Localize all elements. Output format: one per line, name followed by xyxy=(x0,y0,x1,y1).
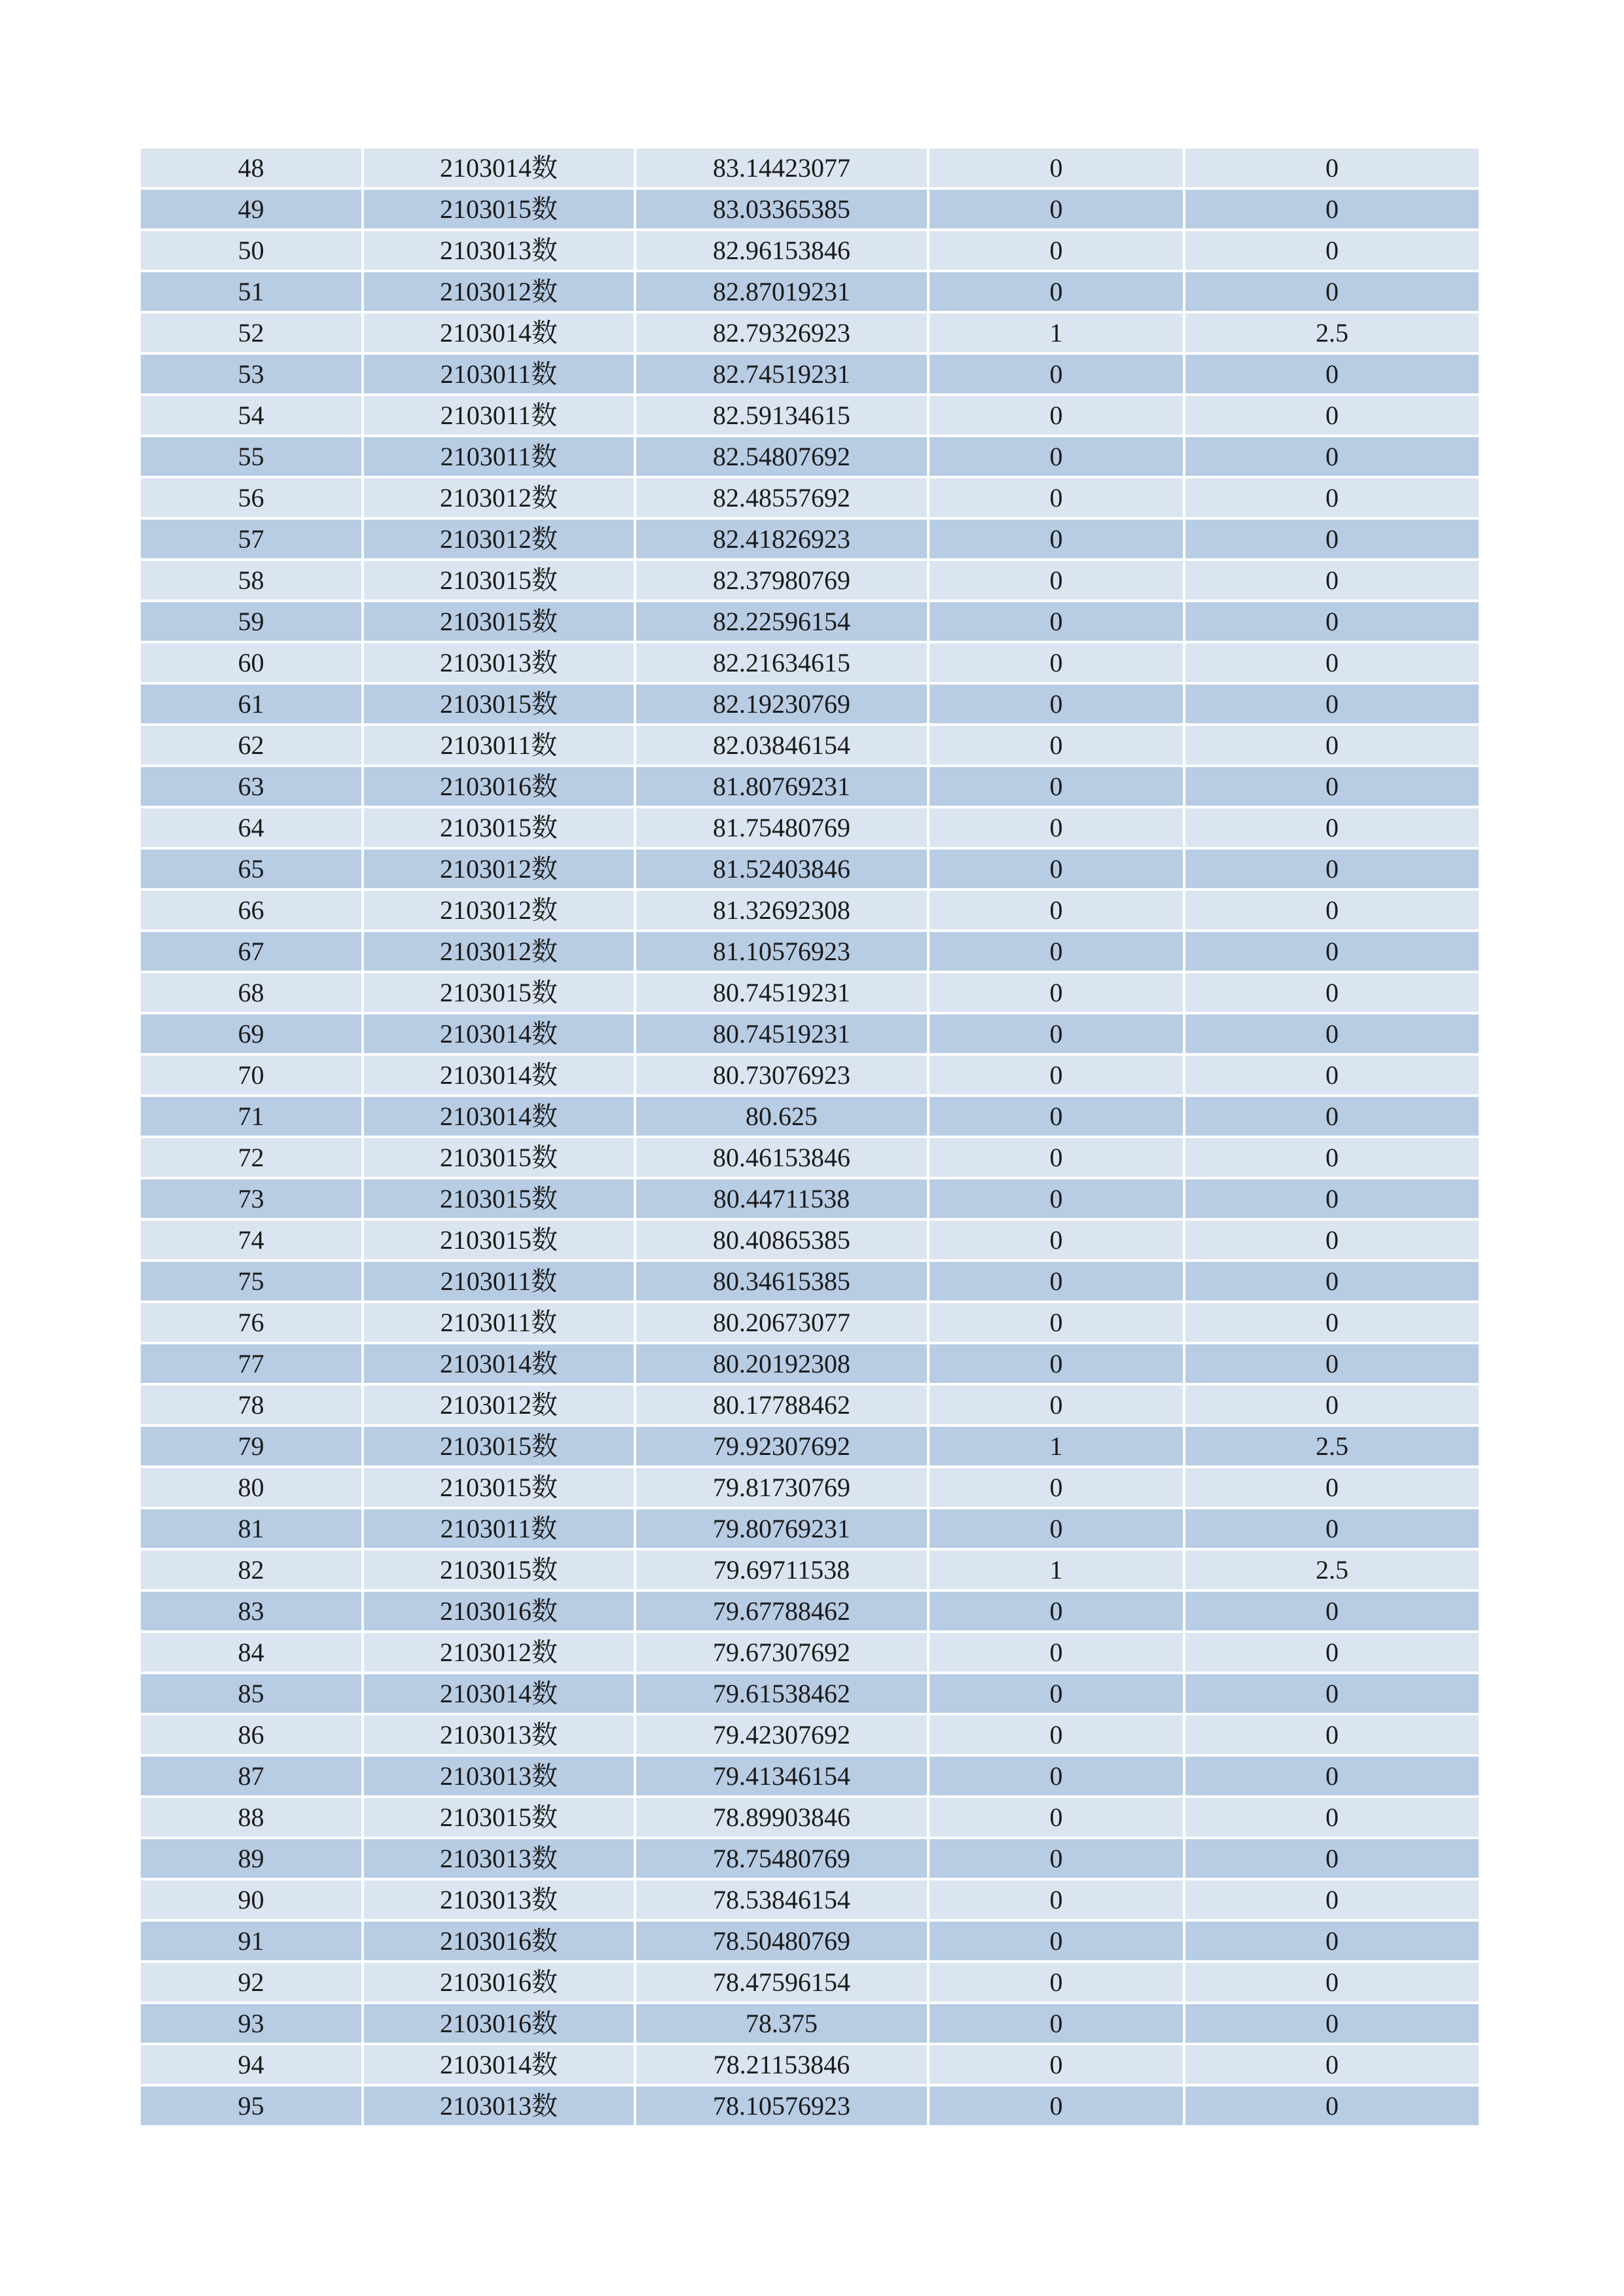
count-cell: 0 xyxy=(929,808,1183,847)
count-cell: 0 xyxy=(929,1097,1183,1136)
count-cell: 0 xyxy=(929,643,1183,682)
points-cell: 0 xyxy=(1185,2004,1479,2043)
rank-cell: 60 xyxy=(141,643,361,682)
score-cell: 82.74519231 xyxy=(636,355,927,393)
table-row xyxy=(141,850,1479,888)
rank-cell: 77 xyxy=(141,1344,361,1383)
points-cell: 0 xyxy=(1185,726,1479,764)
rank-cell: 93 xyxy=(141,2004,361,2043)
count-cell: 0 xyxy=(929,1839,1183,1878)
table-row xyxy=(141,1963,1479,2001)
points-cell: 0 xyxy=(1185,1963,1479,2001)
class-cell: 2103014数 xyxy=(364,1014,634,1053)
rank-cell: 59 xyxy=(141,602,361,641)
points-cell: 0 xyxy=(1185,1179,1479,1218)
score-cell: 78.10576923 xyxy=(636,2087,927,2125)
table-row xyxy=(141,1386,1479,1424)
table-row xyxy=(141,1715,1479,1754)
class-cell: 2103012数 xyxy=(364,850,634,888)
count-cell: 0 xyxy=(929,1344,1183,1383)
class-cell: 2103014数 xyxy=(364,1097,634,1136)
table-row xyxy=(141,1839,1479,1878)
rank-cell: 84 xyxy=(141,1633,361,1672)
rank-cell: 64 xyxy=(141,808,361,847)
table-row xyxy=(141,1922,1479,1960)
score-cell: 78.375 xyxy=(636,2004,927,2043)
class-cell: 2103016数 xyxy=(364,1922,634,1960)
score-cell: 80.625 xyxy=(636,1097,927,1136)
table-row xyxy=(141,1798,1479,1837)
rank-cell: 58 xyxy=(141,561,361,600)
score-cell: 78.53846154 xyxy=(636,1880,927,1919)
class-cell: 2103015数 xyxy=(364,1798,634,1837)
points-cell: 0 xyxy=(1185,1303,1479,1342)
table-row xyxy=(141,1014,1479,1053)
score-cell: 81.52403846 xyxy=(636,850,927,888)
rank-cell: 85 xyxy=(141,1674,361,1713)
points-cell: 0 xyxy=(1185,932,1479,971)
count-cell: 0 xyxy=(929,767,1183,806)
count-cell: 0 xyxy=(929,1056,1183,1094)
class-cell: 2103012数 xyxy=(364,272,634,311)
rank-cell: 88 xyxy=(141,1798,361,1837)
score-cell: 78.21153846 xyxy=(636,2045,927,2084)
points-cell: 0 xyxy=(1185,1880,1479,1919)
points-cell: 0 xyxy=(1185,437,1479,476)
points-cell: 0 xyxy=(1185,355,1479,393)
count-cell: 0 xyxy=(929,1880,1183,1919)
score-cell: 79.69711538 xyxy=(636,1551,927,1589)
table-row xyxy=(141,767,1479,806)
score-cell: 80.44711538 xyxy=(636,1179,927,1218)
table-row xyxy=(141,1303,1479,1342)
score-cell: 82.19230769 xyxy=(636,685,927,723)
points-cell: 0 xyxy=(1185,1138,1479,1177)
points-cell: 0 xyxy=(1185,1221,1479,1259)
score-cell: 81.75480769 xyxy=(636,808,927,847)
score-cell: 78.47596154 xyxy=(636,1963,927,2001)
count-cell: 0 xyxy=(929,1592,1183,1630)
count-cell: 0 xyxy=(929,1262,1183,1300)
rank-cell: 82 xyxy=(141,1551,361,1589)
table-row xyxy=(141,437,1479,476)
score-cell: 82.03846154 xyxy=(636,726,927,764)
class-cell: 2103015数 xyxy=(364,808,634,847)
score-cell: 82.21634615 xyxy=(636,643,927,682)
table-row xyxy=(141,1757,1479,1795)
points-cell: 2.5 xyxy=(1185,1551,1479,1589)
class-cell: 2103013数 xyxy=(364,231,634,270)
rank-cell: 63 xyxy=(141,767,361,806)
table-row xyxy=(141,272,1479,311)
rank-cell: 65 xyxy=(141,850,361,888)
score-cell: 78.89903846 xyxy=(636,1798,927,1837)
score-cell: 79.92307692 xyxy=(636,1427,927,1465)
rank-cell: 53 xyxy=(141,355,361,393)
count-cell: 0 xyxy=(929,1757,1183,1795)
points-cell: 0 xyxy=(1185,1014,1479,1053)
score-cell: 82.54807692 xyxy=(636,437,927,476)
points-cell: 0 xyxy=(1185,1097,1479,1136)
count-cell: 0 xyxy=(929,2045,1183,2084)
points-cell: 0 xyxy=(1185,231,1479,270)
score-cell: 80.20673077 xyxy=(636,1303,927,1342)
class-cell: 2103014数 xyxy=(364,1674,634,1713)
rank-cell: 55 xyxy=(141,437,361,476)
count-cell: 0 xyxy=(929,149,1183,187)
rank-cell: 61 xyxy=(141,685,361,723)
score-cell: 79.80769231 xyxy=(636,1509,927,1548)
table-row xyxy=(141,355,1479,393)
score-cell: 80.73076923 xyxy=(636,1056,927,1094)
rank-cell: 81 xyxy=(141,1509,361,1548)
score-cell: 82.48557692 xyxy=(636,478,927,517)
table-row xyxy=(141,478,1479,517)
class-cell: 2103014数 xyxy=(364,149,634,187)
table-row xyxy=(141,190,1479,228)
class-cell: 2103015数 xyxy=(364,973,634,1012)
points-cell: 0 xyxy=(1185,1509,1479,1548)
count-cell: 0 xyxy=(929,561,1183,600)
table-row xyxy=(141,396,1479,435)
class-cell: 2103011数 xyxy=(364,1509,634,1548)
count-cell: 0 xyxy=(929,973,1183,1012)
count-cell: 1 xyxy=(929,1427,1183,1465)
points-cell: 0 xyxy=(1185,685,1479,723)
count-cell: 0 xyxy=(929,1303,1183,1342)
table-row xyxy=(141,1138,1479,1177)
count-cell: 0 xyxy=(929,1468,1183,1507)
rank-cell: 79 xyxy=(141,1427,361,1465)
class-cell: 2103015数 xyxy=(364,685,634,723)
rank-cell: 48 xyxy=(141,149,361,187)
rank-cell: 67 xyxy=(141,932,361,971)
class-cell: 2103015数 xyxy=(364,1179,634,1218)
class-cell: 2103013数 xyxy=(364,1757,634,1795)
class-cell: 2103015数 xyxy=(364,1468,634,1507)
points-cell: 0 xyxy=(1185,1757,1479,1795)
class-cell: 2103011数 xyxy=(364,355,634,393)
table-row xyxy=(141,561,1479,600)
rank-cell: 52 xyxy=(141,314,361,352)
table-row xyxy=(141,602,1479,641)
score-cell: 82.87019231 xyxy=(636,272,927,311)
class-cell: 2103013数 xyxy=(364,2087,634,2125)
class-cell: 2103015数 xyxy=(364,561,634,600)
table-row xyxy=(141,726,1479,764)
rank-cell: 76 xyxy=(141,1303,361,1342)
score-cell: 79.41346154 xyxy=(636,1757,927,1795)
points-cell: 0 xyxy=(1185,1715,1479,1754)
count-cell: 0 xyxy=(929,1138,1183,1177)
table-row xyxy=(141,2045,1479,2084)
score-cell: 83.03365385 xyxy=(636,190,927,228)
count-cell: 0 xyxy=(929,2004,1183,2043)
rank-cell: 78 xyxy=(141,1386,361,1424)
rank-cell: 91 xyxy=(141,1922,361,1960)
points-cell: 0 xyxy=(1185,767,1479,806)
count-cell: 0 xyxy=(929,1509,1183,1548)
points-cell: 0 xyxy=(1185,149,1479,187)
class-cell: 2103014数 xyxy=(364,2045,634,2084)
table-row xyxy=(141,973,1479,1012)
table-row xyxy=(141,314,1479,352)
count-cell: 0 xyxy=(929,932,1183,971)
rank-cell: 68 xyxy=(141,973,361,1012)
points-cell: 0 xyxy=(1185,396,1479,435)
rank-cell: 92 xyxy=(141,1963,361,2001)
table-row xyxy=(141,1097,1479,1136)
table-row xyxy=(141,1221,1479,1259)
count-cell: 0 xyxy=(929,231,1183,270)
rank-cell: 66 xyxy=(141,891,361,929)
table-row xyxy=(141,1179,1479,1218)
score-cell: 80.74519231 xyxy=(636,973,927,1012)
score-cell: 79.61538462 xyxy=(636,1674,927,1713)
data-table xyxy=(138,146,1481,2128)
points-cell: 0 xyxy=(1185,1056,1479,1094)
rank-cell: 57 xyxy=(141,520,361,558)
score-cell: 83.14423077 xyxy=(636,149,927,187)
rank-cell: 73 xyxy=(141,1179,361,1218)
rank-cell: 75 xyxy=(141,1262,361,1300)
table-row xyxy=(141,1056,1479,1094)
count-cell: 0 xyxy=(929,1963,1183,2001)
class-cell: 2103013数 xyxy=(364,643,634,682)
table-row xyxy=(141,808,1479,847)
score-cell: 81.80769231 xyxy=(636,767,927,806)
points-cell: 0 xyxy=(1185,2087,1479,2125)
rank-cell: 70 xyxy=(141,1056,361,1094)
count-cell: 0 xyxy=(929,1922,1183,1960)
class-cell: 2103015数 xyxy=(364,1138,634,1177)
score-cell: 82.22596154 xyxy=(636,602,927,641)
count-cell: 0 xyxy=(929,478,1183,517)
table-row xyxy=(141,1880,1479,1919)
count-cell: 0 xyxy=(929,850,1183,888)
class-cell: 2103012数 xyxy=(364,891,634,929)
score-cell: 78.75480769 xyxy=(636,1839,927,1878)
rank-cell: 50 xyxy=(141,231,361,270)
class-cell: 2103012数 xyxy=(364,520,634,558)
rank-cell: 54 xyxy=(141,396,361,435)
class-cell: 2103015数 xyxy=(364,1427,634,1465)
table-row xyxy=(141,231,1479,270)
class-cell: 2103011数 xyxy=(364,1303,634,1342)
count-cell: 0 xyxy=(929,1179,1183,1218)
points-cell: 0 xyxy=(1185,1839,1479,1878)
class-cell: 2103012数 xyxy=(364,478,634,517)
score-cell: 80.34615385 xyxy=(636,1262,927,1300)
table-row xyxy=(141,149,1479,187)
count-cell: 0 xyxy=(929,190,1183,228)
score-cell: 80.17788462 xyxy=(636,1386,927,1424)
table-row xyxy=(141,1509,1479,1548)
class-cell: 2103016数 xyxy=(364,1963,634,2001)
count-cell: 0 xyxy=(929,685,1183,723)
points-cell: 0 xyxy=(1185,1798,1479,1837)
rank-cell: 72 xyxy=(141,1138,361,1177)
class-cell: 2103016数 xyxy=(364,767,634,806)
table-row xyxy=(141,891,1479,929)
count-cell: 0 xyxy=(929,355,1183,393)
score-cell: 79.67788462 xyxy=(636,1592,927,1630)
table-row xyxy=(141,1468,1479,1507)
score-cell: 82.59134615 xyxy=(636,396,927,435)
count-cell: 0 xyxy=(929,726,1183,764)
count-cell: 0 xyxy=(929,2087,1183,2125)
class-cell: 2103016数 xyxy=(364,2004,634,2043)
count-cell: 0 xyxy=(929,891,1183,929)
class-cell: 2103014数 xyxy=(364,1056,634,1094)
count-cell: 0 xyxy=(929,437,1183,476)
table-row xyxy=(141,1633,1479,1672)
class-cell: 2103012数 xyxy=(364,1386,634,1424)
count-cell: 0 xyxy=(929,1633,1183,1672)
points-cell: 0 xyxy=(1185,973,1479,1012)
count-cell: 1 xyxy=(929,1551,1183,1589)
class-cell: 2103013数 xyxy=(364,1880,634,1919)
score-cell: 82.79326923 xyxy=(636,314,927,352)
class-cell: 2103011数 xyxy=(364,726,634,764)
table-row xyxy=(141,1674,1479,1713)
count-cell: 0 xyxy=(929,520,1183,558)
points-cell: 0 xyxy=(1185,1344,1479,1383)
table-row xyxy=(141,1344,1479,1383)
table-row xyxy=(141,932,1479,971)
table-row xyxy=(141,520,1479,558)
class-cell: 2103013数 xyxy=(364,1715,634,1754)
score-cell: 81.10576923 xyxy=(636,932,927,971)
count-cell: 0 xyxy=(929,1221,1183,1259)
points-cell: 2.5 xyxy=(1185,314,1479,352)
table-row xyxy=(141,2087,1479,2125)
points-cell: 0 xyxy=(1185,1386,1479,1424)
class-cell: 2103015数 xyxy=(364,190,634,228)
rank-cell: 87 xyxy=(141,1757,361,1795)
rank-cell: 69 xyxy=(141,1014,361,1053)
table-row xyxy=(141,2004,1479,2043)
score-cell: 78.50480769 xyxy=(636,1922,927,1960)
rank-cell: 83 xyxy=(141,1592,361,1630)
class-cell: 2103012数 xyxy=(364,932,634,971)
rank-cell: 71 xyxy=(141,1097,361,1136)
score-cell: 82.37980769 xyxy=(636,561,927,600)
class-cell: 2103015数 xyxy=(364,1221,634,1259)
count-cell: 0 xyxy=(929,272,1183,311)
rank-cell: 74 xyxy=(141,1221,361,1259)
points-cell: 0 xyxy=(1185,1468,1479,1507)
class-cell: 2103014数 xyxy=(364,1344,634,1383)
table-row xyxy=(141,1427,1479,1465)
class-cell: 2103013数 xyxy=(364,1839,634,1878)
score-cell: 80.40865385 xyxy=(636,1221,927,1259)
score-cell: 79.42307692 xyxy=(636,1715,927,1754)
score-cell: 81.32692308 xyxy=(636,891,927,929)
points-cell: 2.5 xyxy=(1185,1427,1479,1465)
class-cell: 2103014数 xyxy=(364,314,634,352)
points-cell: 0 xyxy=(1185,478,1479,517)
count-cell: 0 xyxy=(929,396,1183,435)
points-cell: 0 xyxy=(1185,272,1479,311)
count-cell: 0 xyxy=(929,1798,1183,1837)
table-row xyxy=(141,1262,1479,1300)
count-cell: 0 xyxy=(929,1386,1183,1424)
score-cell: 80.46153846 xyxy=(636,1138,927,1177)
points-cell: 0 xyxy=(1185,1633,1479,1672)
points-cell: 0 xyxy=(1185,561,1479,600)
rank-cell: 56 xyxy=(141,478,361,517)
table-body xyxy=(141,149,1479,2125)
count-cell: 0 xyxy=(929,1014,1183,1053)
class-cell: 2103015数 xyxy=(364,1551,634,1589)
points-cell: 0 xyxy=(1185,2045,1479,2084)
points-cell: 0 xyxy=(1185,850,1479,888)
score-cell: 79.81730769 xyxy=(636,1468,927,1507)
rank-cell: 89 xyxy=(141,1839,361,1878)
points-cell: 0 xyxy=(1185,190,1479,228)
score-cell: 82.41826923 xyxy=(636,520,927,558)
rank-cell: 62 xyxy=(141,726,361,764)
class-cell: 2103016数 xyxy=(364,1592,634,1630)
class-cell: 2103015数 xyxy=(364,602,634,641)
rank-cell: 80 xyxy=(141,1468,361,1507)
class-cell: 2103011数 xyxy=(364,437,634,476)
points-cell: 0 xyxy=(1185,1592,1479,1630)
table-row xyxy=(141,685,1479,723)
score-cell: 79.67307692 xyxy=(636,1633,927,1672)
count-cell: 0 xyxy=(929,1674,1183,1713)
table-row xyxy=(141,1551,1479,1589)
rank-cell: 95 xyxy=(141,2087,361,2125)
score-cell: 80.74519231 xyxy=(636,1014,927,1053)
class-cell: 2103012数 xyxy=(364,1633,634,1672)
points-cell: 0 xyxy=(1185,602,1479,641)
points-cell: 0 xyxy=(1185,1262,1479,1300)
points-cell: 0 xyxy=(1185,520,1479,558)
count-cell: 0 xyxy=(929,602,1183,641)
table-row xyxy=(141,1592,1479,1630)
rank-cell: 49 xyxy=(141,190,361,228)
score-cell: 80.20192308 xyxy=(636,1344,927,1383)
rank-cell: 90 xyxy=(141,1880,361,1919)
class-cell: 2103011数 xyxy=(364,1262,634,1300)
score-cell: 82.96153846 xyxy=(636,231,927,270)
points-cell: 0 xyxy=(1185,1674,1479,1713)
points-cell: 0 xyxy=(1185,1922,1479,1960)
count-cell: 0 xyxy=(929,1715,1183,1754)
points-cell: 0 xyxy=(1185,808,1479,847)
count-cell: 1 xyxy=(929,314,1183,352)
points-cell: 0 xyxy=(1185,643,1479,682)
points-cell: 0 xyxy=(1185,891,1479,929)
rank-cell: 86 xyxy=(141,1715,361,1754)
rank-cell: 94 xyxy=(141,2045,361,2084)
table-row xyxy=(141,643,1479,682)
class-cell: 2103011数 xyxy=(364,396,634,435)
rank-cell: 51 xyxy=(141,272,361,311)
